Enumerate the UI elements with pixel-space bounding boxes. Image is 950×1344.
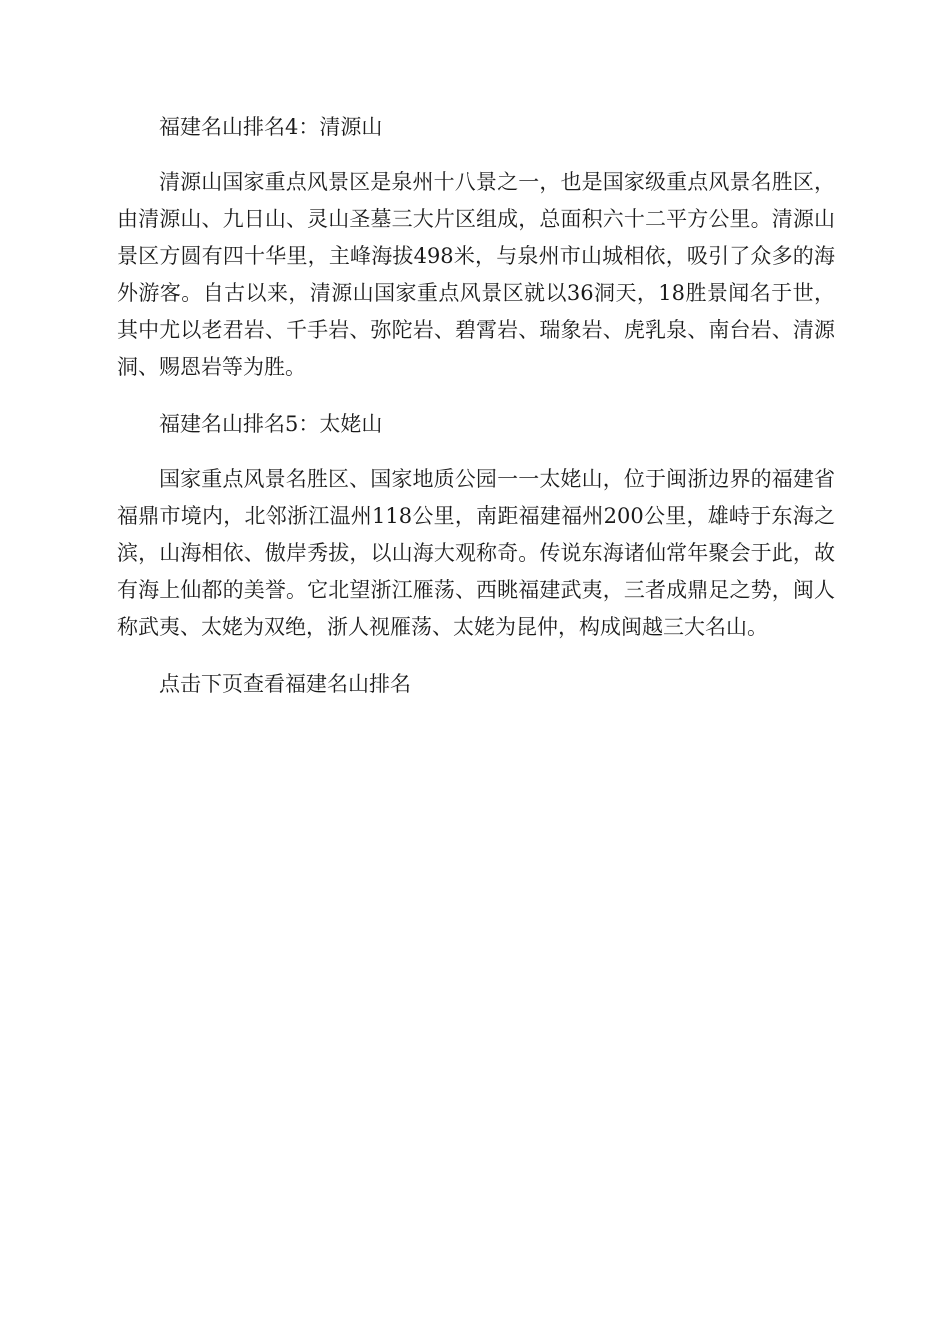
next-page-link[interactable]: 点击下页查看福建名山排名 <box>159 672 411 696</box>
section-body-taimushan: 国家重点风景名胜区、国家地质公园一一太姥山，位于闽浙边界的福建省福鼎市境内，北邻浙江温州118公里，南距福建福州200公里，雄峙于东海之滨，山海相依、傲岸秀拔，以山海大观称奇。传说东海诸仙常年聚会于此，故有海上仙都的美誉。它北望浙江雁荡、西眺福建武夷，三者成鼎足之势，闽人称武夷、太姥为双绝，浙人视雁荡、太姥为昆仲，构成闽越三大名山。 <box>117 467 835 639</box>
section-heading-taimushan: 福建名山排名5：太姥山 <box>159 412 383 436</box>
document-content <box>117 108 835 703</box>
section-heading-qingyuanshan: 福建名山排名4：清源山 <box>159 115 383 139</box>
section-body-qingyuanshan: 清源山国家重点风景区是泉州十八景之一，也是国家级重点风景名胜区，由清源山、九日山、灵山圣墓三大片区组成，总面积六十二平方公里。清源山景区方圆有四十华里，主峰海拔498米，与泉州市山城相依，吸引了众多的海外游客。自古以来，清源山国家重点风景区就以36洞天，18胜景闻名于世，其中尤以老君岩、千手岩、弥陀岩、碧霄岩、瑞象岩、虎乳泉、南台岩、清源洞、赐恩岩等为胜。 <box>117 170 835 379</box>
